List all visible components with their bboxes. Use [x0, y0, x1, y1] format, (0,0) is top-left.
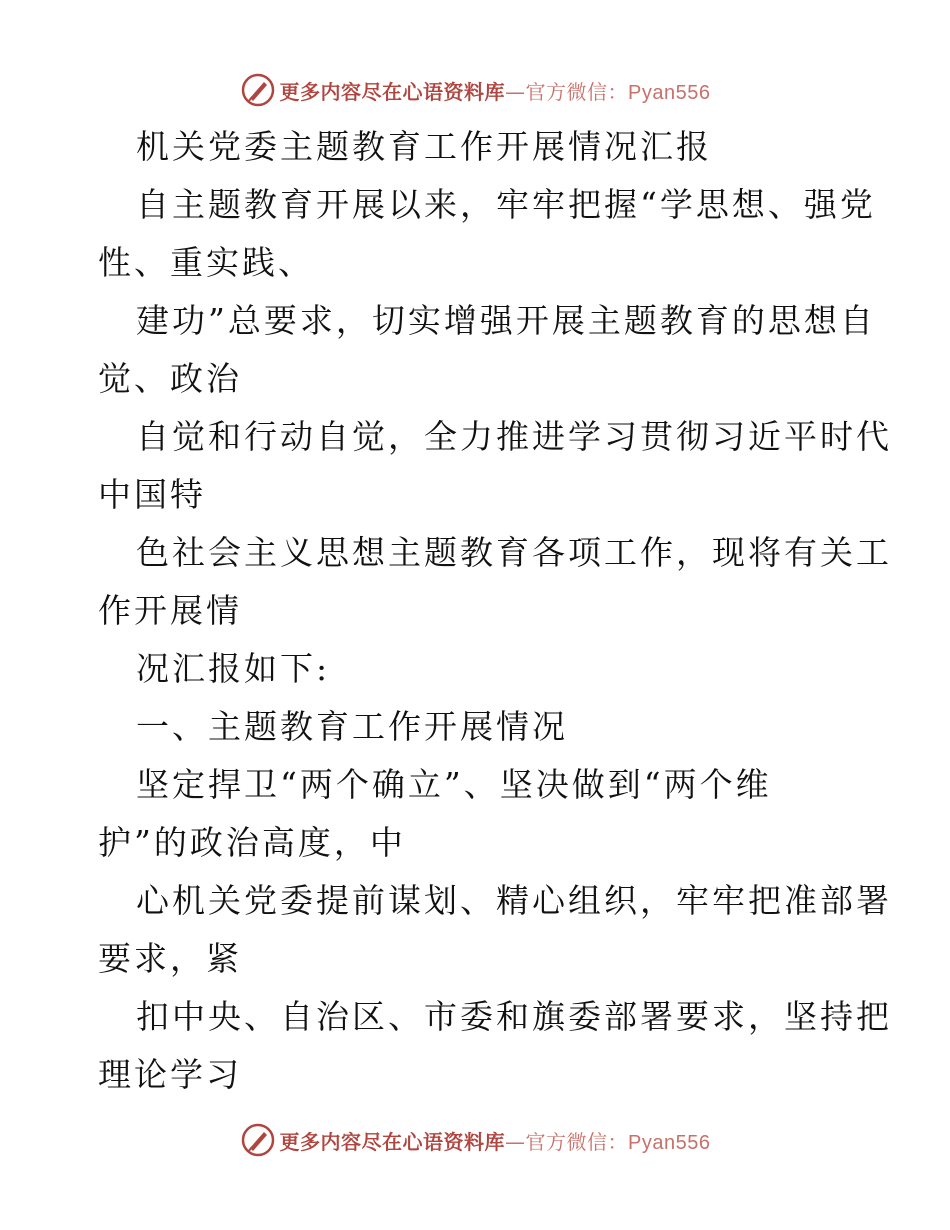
paragraph-line: 坚定捍卫“两个确立”、坚决做到“两个维 [136, 765, 772, 804]
paragraph-line: 心机关党委提前谋划、精心组织，牢牢把准部署 [136, 881, 892, 920]
paragraph-line: 色社会主义思想主题教育各项工作，现将有关工 [136, 533, 892, 572]
header-watermark-banner [0, 70, 950, 110]
paragraph-line: 自觉和行动自觉，全力推进学习贯彻习近平时代 [136, 417, 892, 456]
paragraph-line: 性、重实践、 [98, 243, 314, 282]
paragraph-line: 自主题教育开展以来，牢牢把握“学思想、强党 [136, 185, 876, 224]
paragraph-line: 扣中央、自治区、市委和旗委部署要求，坚持把 [136, 997, 892, 1036]
watermark-official: 官方微信： [525, 79, 629, 104]
quill-logo-icon [240, 1122, 276, 1158]
quill-logo-icon [240, 72, 276, 108]
paragraph-line: 建功”总要求，切实增强开展主题教育的思想自 [136, 301, 876, 340]
paragraph-line: 要求，紧 [98, 939, 242, 978]
section-heading: 一、主题教育工作开展情况 [136, 707, 568, 746]
watermark-wechat-id: Pyan556 [628, 81, 711, 104]
paragraph-line: 护”的政治高度，中 [98, 823, 406, 862]
paragraph-line: 觉、政治 [98, 359, 242, 398]
paragraph-line: 况汇报如下: [136, 649, 331, 688]
watermark-official: 官方微信： [525, 1129, 629, 1154]
watermark-text [280, 76, 711, 105]
watermark-wechat-id: Pyan556 [628, 1131, 711, 1154]
document-title: 机关党委主题教育工作开展情况汇报 [136, 127, 712, 166]
paragraph-line: 中国特 [98, 475, 206, 514]
footer-watermark-banner [0, 1120, 950, 1160]
watermark-separator: — [505, 79, 526, 104]
watermark-brand: 更多内容尽在心语资料库 [279, 79, 506, 104]
paragraph-line: 理论学习 [98, 1055, 242, 1094]
watermark-separator: — [505, 1129, 526, 1154]
watermark-brand: 更多内容尽在心语资料库 [279, 1129, 506, 1154]
paragraph-line: 作开展情 [98, 591, 242, 630]
watermark-text [280, 1126, 711, 1155]
